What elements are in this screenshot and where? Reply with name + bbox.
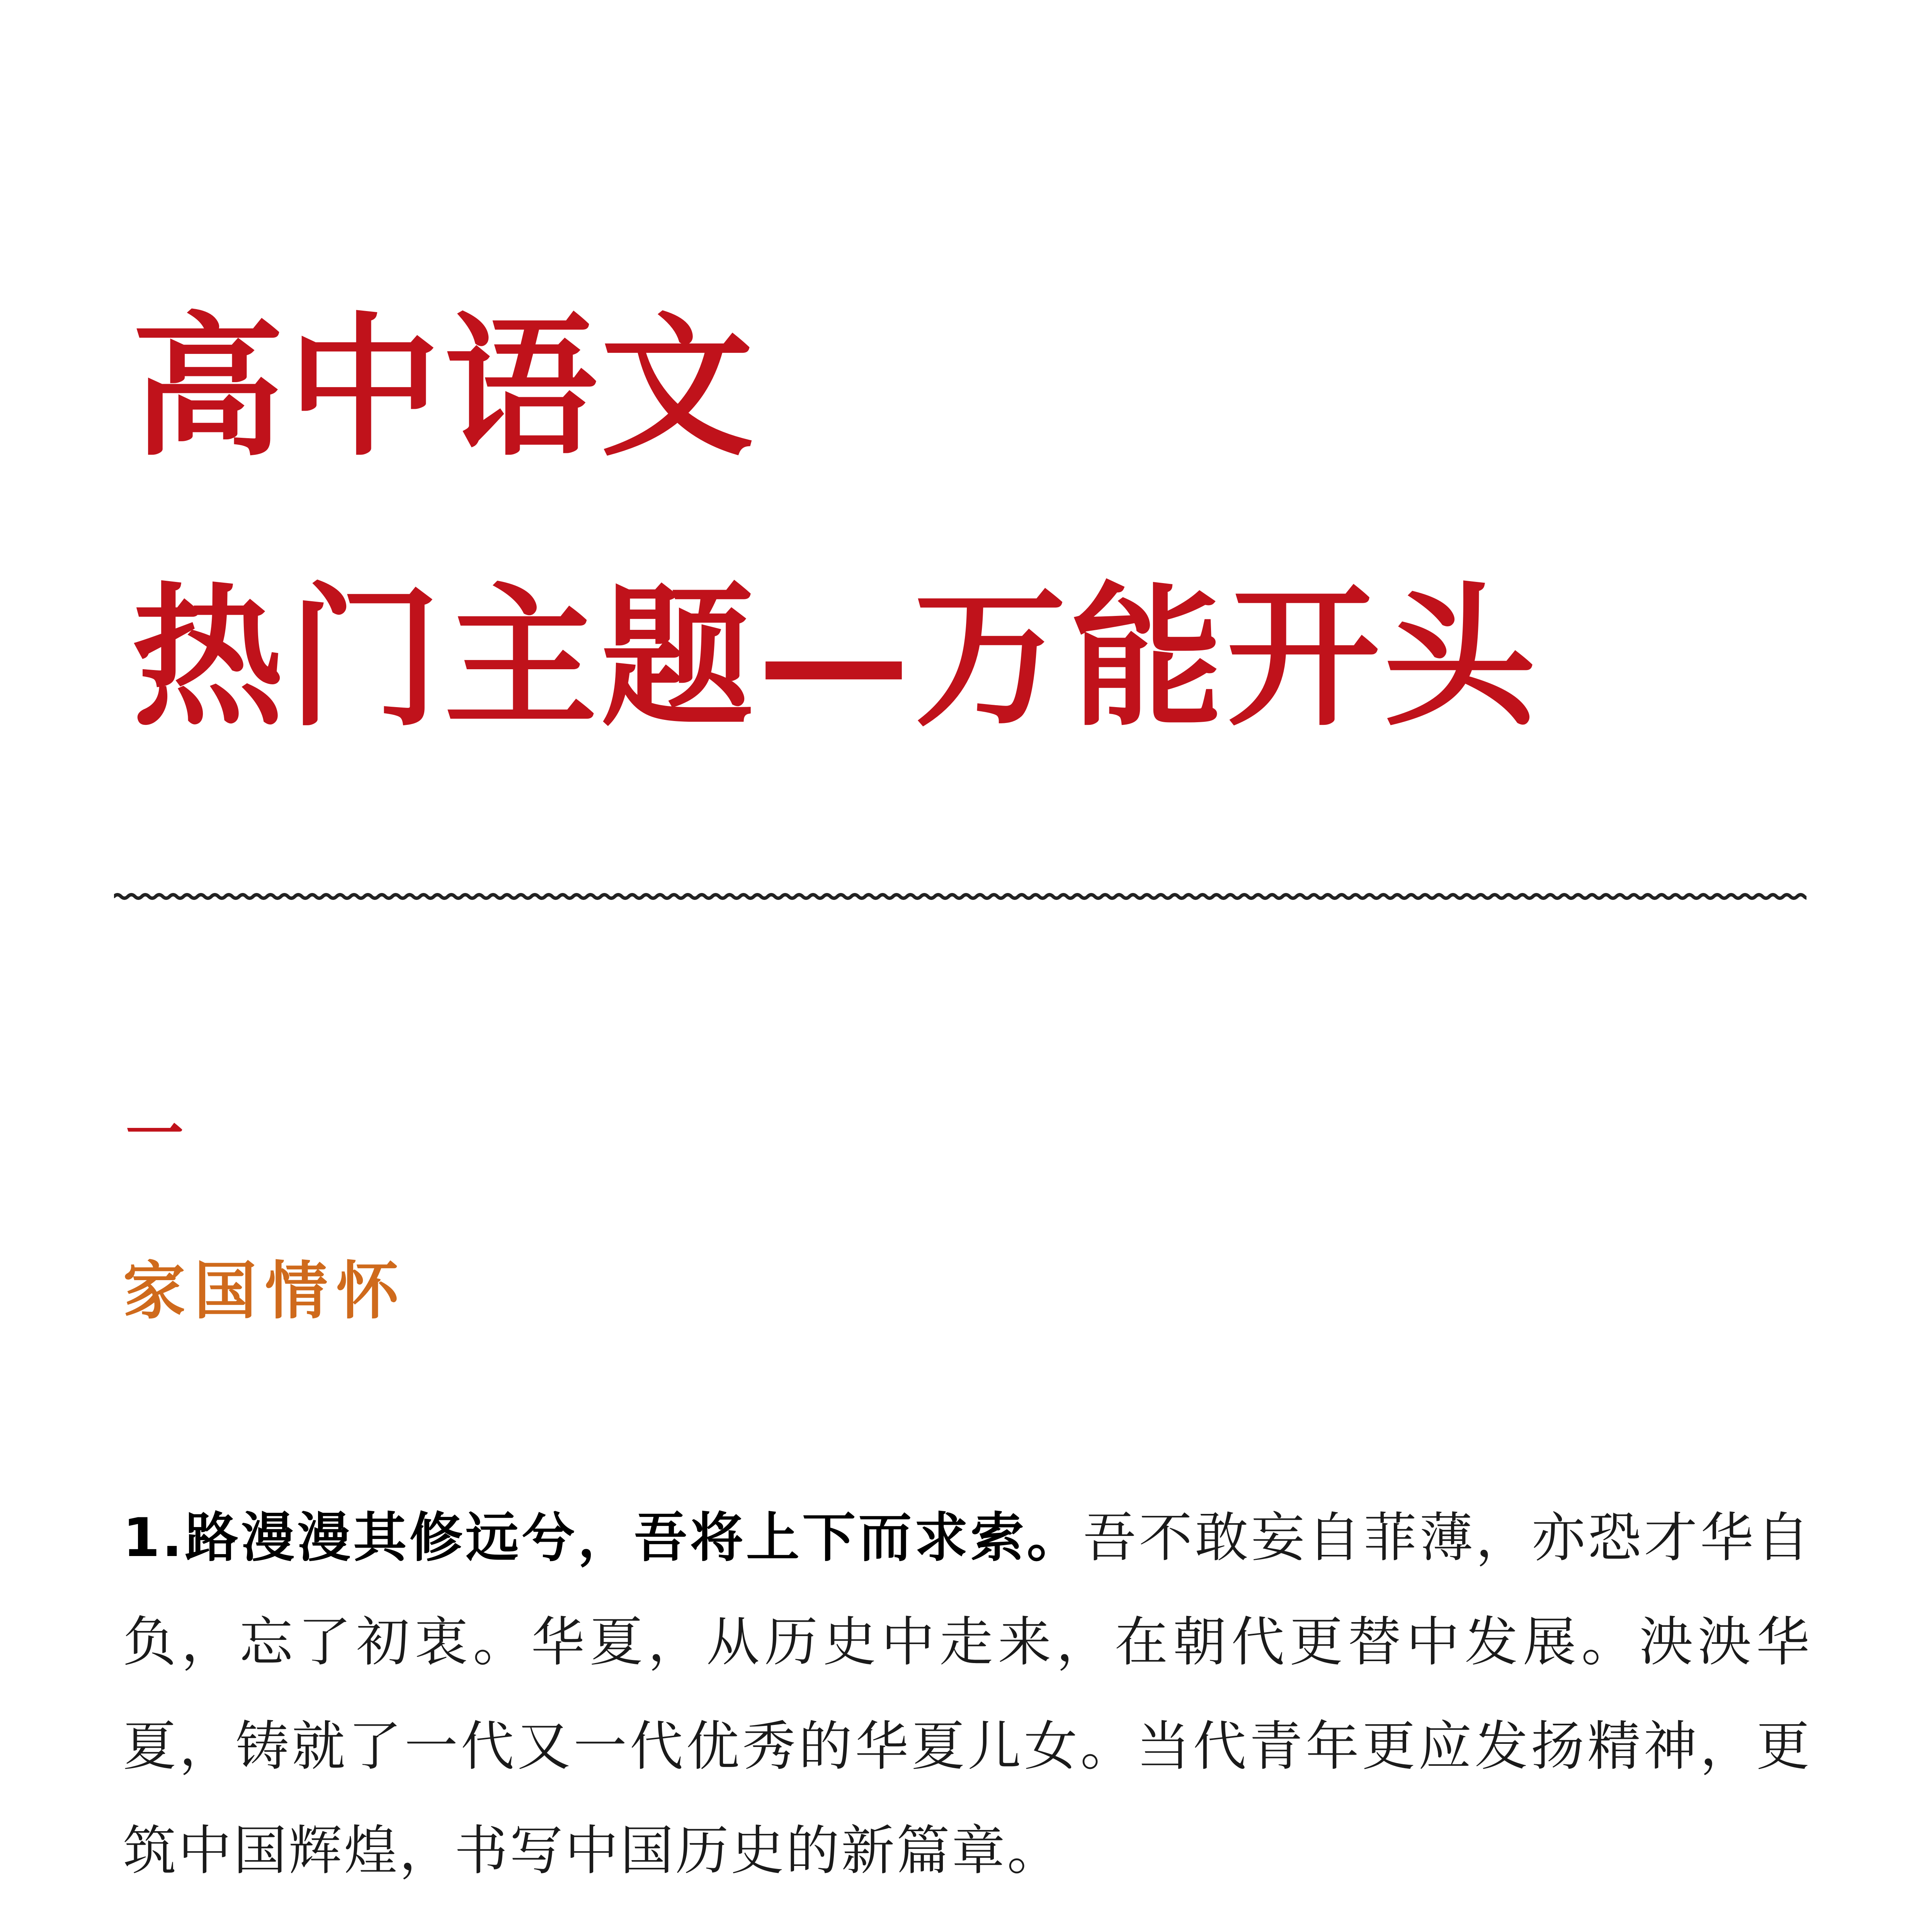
paragraph-1-lead: 1.路漫漫其修远兮，吾将上下而求索。 [123, 1507, 1083, 1569]
paragraph-1-body: 吾不敢妄自菲薄，亦恐才华自负，忘了初衷。华夏，从历史中走来，在朝代更替中发展。泱泱华夏，铸就了一代又一代优秀的华夏儿女。当代青年更应发扬精神，更筑中国辉煌，书写中国历史的新篇章。 [123, 1507, 1812, 1882]
paragraph-1 [123, 1486, 1812, 1903]
wavy-divider [114, 889, 1806, 904]
section-title: 家国情怀 [123, 1254, 407, 1328]
page-title-line-2: 热门主题—万能开头 [131, 568, 1540, 747]
section-number: 一 [126, 1100, 184, 1168]
page-title-line-1: 高中语文 [131, 298, 757, 477]
